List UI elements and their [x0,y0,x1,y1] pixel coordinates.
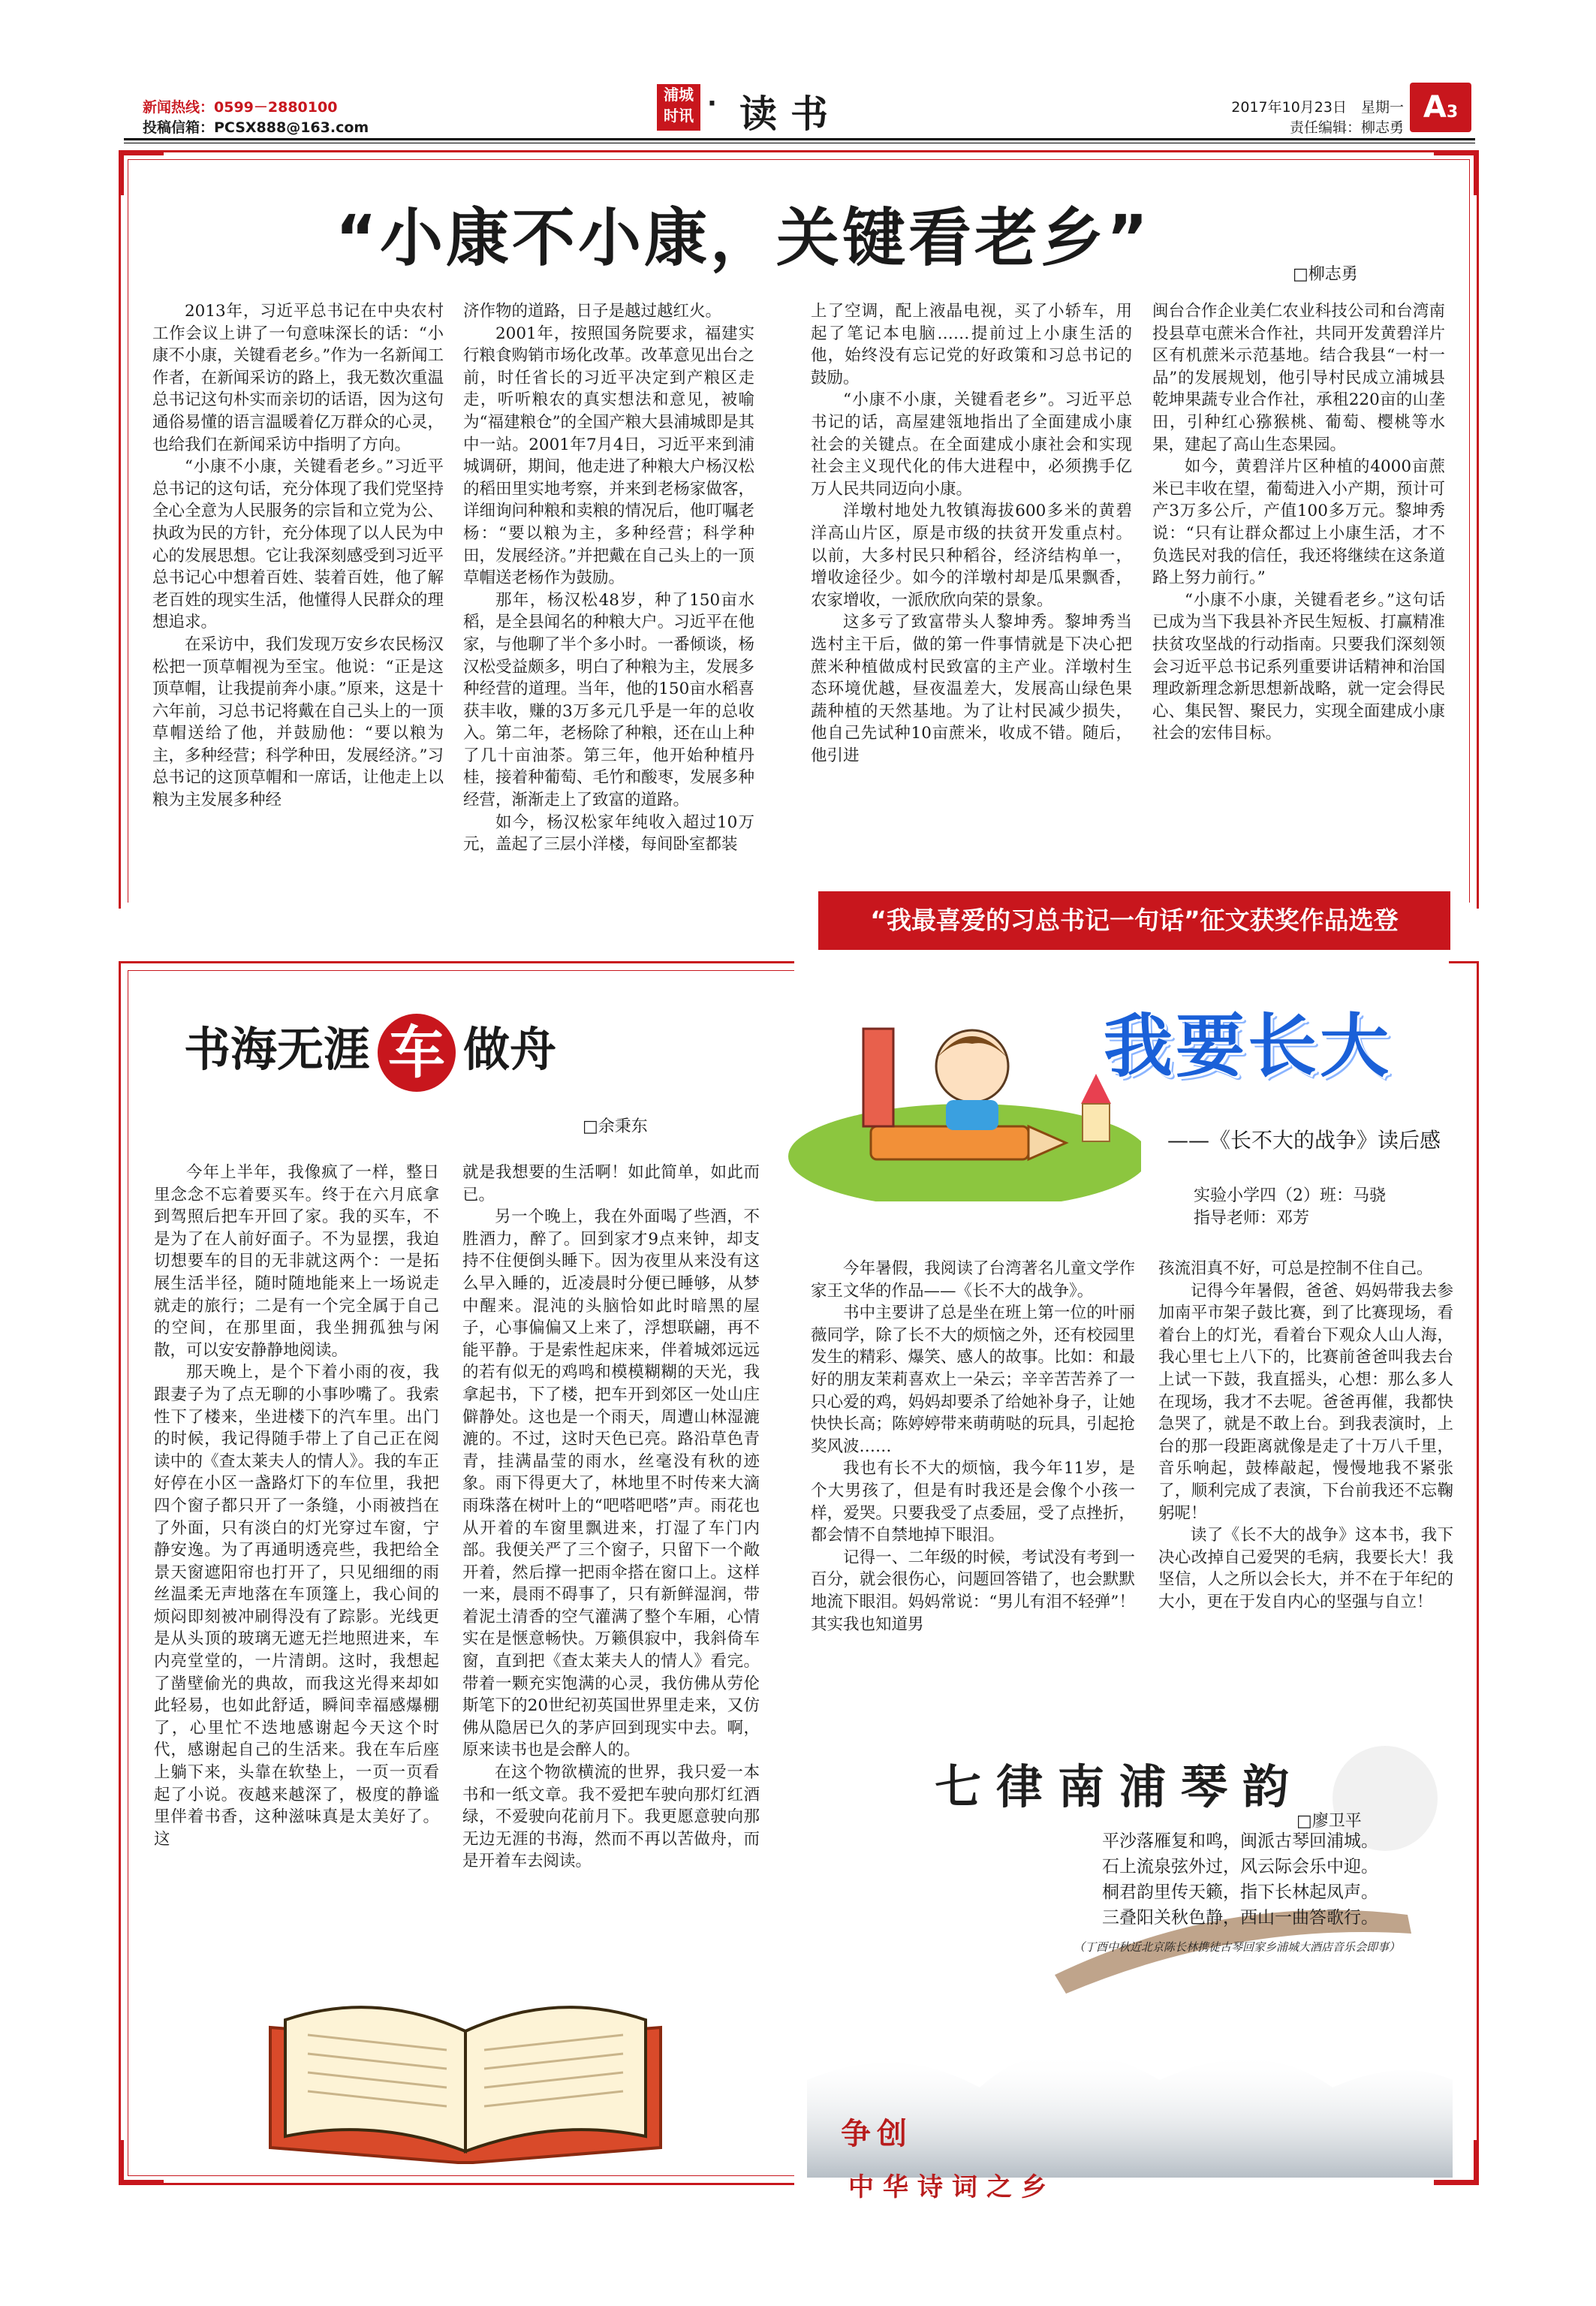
article-2-byline: □余秉东 [583,1117,648,1136]
paragraph: 记得一、二年级的时候，考试没有考到一百分，就会很伤心，问题回答错了，也会默默地流下眼泪。妈妈常说：“男儿有泪不轻弹”！其实我也知道男 [811,1548,1135,1634]
slogan-line-1: 争创 [841,2117,913,2151]
title-part-2: 做舟 [463,1022,557,1077]
paragraph: 闽台合作企业美仁农业科技公司和台湾南投县草屯蔗米合作社，共同开发黄碧洋片区有机蔗米示范基地。结合我县“一村一品”的发展规划，他引导村民成立浦城县乾坤果蔬专业合作社，承租220亩的山垄田，引种红心猕猴桃、葡萄、樱桃等水果，建起了高山生态果园。 [1152,302,1445,454]
header-dot: · [707,89,717,119]
poem-line: 石上流泉弦外过，风云际会乐中迎。 [1102,1857,1378,1876]
supervising-teacher: 指导老师：邓芳 [1194,1209,1310,1228]
poem-line: 桐君韵里传天籁，指下长林起凤声。 [1102,1882,1378,1902]
paragraph: “小康不小康，关键看老乡。”这句话已成为当下我县补齐民生短板、打赢精准扶贫攻坚战的行动指南。只要我们深刻领会习近平总书记系列重要讲话精神和治国理政新理念新思想新战略，就一定会得民心、集民智、聚民力，实现全面建成小康社会的宏伟目标。 [1152,590,1445,743]
paragraph: 今年上半年，我像疯了一样，整日里念念不忘着要买车。终于在六月底拿到驾照后把车开回了家。我的买车，不是为了在人前好面子。不为显摆，我迫切想要车的目的无非就这两个：一是拓展生活半径，随时随地能来上一场说走就走的旅行；二是有一个完全属于自己的空间，在那里面，我坐拥孤独与闲散，可以安安静静地阅读。 [154,1163,439,1360]
article-3-author-block [1194,1185,1386,1230]
article-1-column-1 [152,300,444,812]
article-2-column-2 [462,1162,760,1873]
open-book-illustration [255,1975,676,2170]
page-digit: 3 [1446,103,1459,122]
paragraph: 2013年，习近平总书记在中央农村工作会议上讲了一句意味深长的话：“小康不小康，关键看老乡。”作为一名新闻工作者，在新闻采访的路上，我无数次重温总书记这句朴实而亲切的话语，因为这句通俗易懂的语言温暖着亿万群众的心灵，也给我们在新闻采访中指明了方向。 [152,302,444,454]
poem-note: （丁酉中秋近北京陈长林携徒古琴回家乡浦城大酒店音乐会即事） [1074,1940,1401,1954]
poem-line: 三叠阳关秋色静，西山一曲答歌行。 [1102,1908,1378,1928]
paragraph: 在采访中，我们发现万安乡农民杨汉松把一顶草帽视为至宝。他说：“正是这顶草帽，让我提前奔小康。”原来，这是十六年前，习总书记将戴在自己头上的一顶草帽送给了他，并鼓励他：“要以粮为主，多种经营；科学种田，发展经济。”习总书记的这顶草帽和一席话，让他走上以粮为主发展多种经 [152,635,444,810]
paragraph: 在这个物欲横流的世界，我只爱一本书和一纸文章。我不爱把车驶向那灯红酒绿，不爱驶向花前月下。我更愿意驶向那无边无涯的书海，然而不再以苦做舟，而是开着车去阅读。 [462,1763,760,1871]
responsible-editor: 责任编辑：柳志勇 [1289,119,1404,136]
newspaper-logo [657,84,700,131]
header-rule [124,138,1475,140]
header-contact [143,98,369,138]
poem-body [1102,1828,1378,1931]
article-1-column-3 [811,300,1132,767]
paragraph: 我也有长不大的烦恼，我今年11岁，是个大男孩了，但是有时我还是会像个小孩一样，爱哭。只要我受了点委屈，受了点挫折，都会情不自禁地掉下眼泪。 [811,1459,1135,1545]
pencil-body [871,1126,1028,1159]
poem-title: 七律南浦琴韵 [935,1759,1305,1814]
right-bottom-frame [1449,961,1479,2185]
paragraph: “小康不小康，关键看老乡。”习近平总书记的这句话，充分体现了我们党坚持全心全意为人民服务的宗旨和立党为公、执政为民的方针，充分体现了以人民为中心的发展思想。它让我深刻感受到习近平总书记心中想着百姓、装着百姓，他了解老百姓的现实生活，他懂得人民群众的理想追求。 [152,457,444,632]
paragraph: 就是我想要的生活啊！如此简单，如此而已。 [462,1163,760,1204]
paragraph: 上了空调，配上液晶电视，买了小轿车，用起了笔记本电脑……提前过上小康生活的他，始终没有忘记党的好政策和习总书记的鼓励。 [811,302,1132,387]
paragraph: 那年，杨汉松48岁，种了150亩水稻，是全县闻名的种粮大户。习近平在他家，与他聊了半个多小时。一番倾谈，杨汉松受益颇多，明白了种粮为主，发展多种经营的道理。当年，他的150亩水稻喜获丰收，赚的3万多元几乎是一年的总收入。第二年，老杨除了种粮，还在山上种了几十亩油茶。第三年，他开始种植丹桂，接着种葡萄、毛竹和酸枣，发展多种经营，渐渐走上了致富的道路。 [463,590,754,810]
paragraph: “小康不小康，关键看老乡”。习近平总书记的话，高屋建瓴地指出了全面建成小康社会的关键点。在全面建成小康社会和实现社会主义现代化的伟大进程中，必须携手亿万人民共同迈向小康。 [811,390,1132,499]
paragraph: 那天晚上，是个下着小雨的夜，我跟妻子为了点无聊的小事吵嘴了。我索性下了楼来，坐进楼下的汽车里。出门的时候，我记得随手带上了自己正在阅读中的《查太莱夫人的情人》。我的车正好停在小区一盏路灯下的车位里，我把四个窗子都只开了一条缝，小雨被挡在了外面，只有淡白的灯光穿过车窗，宁静安逸。为了再通明透亮些，我把给全景天窗遮阳帘也打开了，只见细细的雨丝温柔无声地落在车顶篷上，我心间的烦闷即刻被冲刷得没有了踪影。光线更是从头顶的玻璃无遮无拦地照进来，车内亮堂堂的，一片清朗。这时，我想起了凿壁偷光的典故，而我这光得来却如此轻易，也如此舒适，瞬间幸福感爆棚了，心里忙不迭地感谢起今天这个时代，感谢起自己的生活来。我在车后座上躺下来，头靠在软垫上，一页一页看起了小说。夜越来越深了，极度的静谧里伴着书香，这种滋味真是太美好了。这 [154,1363,439,1849]
paragraph: 济作物的道路，日子是越过越红火。 [463,302,722,321]
news-hotline: 新闻热线：0599－2880100 [143,99,338,116]
frame-corner-top-right [1434,150,1479,195]
paragraph: 读了《长不大的战争》这本书，我下决心改掉自己爱哭的毛病，我要长大！我坚信，人之所以会长大，并不在于年纪的大小，更在于发自内心的坚强与自立！ [1158,1526,1453,1611]
tower [863,1029,893,1126]
paragraph: 这多亏了致富带头人黎坤秀。黎坤秀当选村主干后，做的第一件事情就是下决心把蔗米种植做成村民致富的主产业。洋墩村生态环境优越，昼夜温差大，发展高山绿色果蔬种植的天然基地。为了让村民减少损失，他自己先试种10亩蔗米，收成不错。随后，他引进 [811,613,1132,765]
header-meta [1201,98,1404,138]
article-1-byline: □柳志勇 [1293,265,1358,284]
slogan-line-2: 中华诗词之乡 [848,2172,1055,2202]
article-3-subtitle: ——《长不大的战争》读后感 [1167,1128,1441,1153]
submission-email: 投稿信箱：PCSX888@163.com [143,119,369,136]
article-1-column-4 [1152,300,1445,745]
paragraph: 今年暑假，我阅读了台湾著名儿童文学作家王文华的作品——《长不大的战争》。 [811,1259,1135,1301]
paragraph: 书中主要讲了总是坐在班上第一位的叶丽薇同学，除了长不大的烦恼之外，还有校园里发生的精彩、爆笑、感人的故事。比如：和最好的朋友茉莉喜欢上一朵云；辛辛苦苦养了一只心爱的鸡，妈妈却要杀了给她补身子，让她快快长高；陈婷婷带来萌萌哒的玩具，引起抢奖风波…… [811,1304,1135,1456]
paragraph: 记得今年暑假，爸爸、妈妈带我去参加南平市架子鼓比赛，到了比赛现场，看着台上的灯光，看着台下观众人山人海，我心里七上八下的，比赛前爸爸叫我去台上试一下鼓，我直摇头，心想：那么多人在现场，我才不去呢。爸爸再催，我都快急哭了，就是不敢上台。到我表演时，上台的那一段距离就像是走了十万八千里，音乐响起，鼓棒敲起，慢慢地我不紧张了，顺利完成了表演，下台前我还不忘鞠躬呢！ [1158,1281,1453,1523]
article-2-title [184,1012,556,1092]
castle-base [1083,1104,1110,1141]
logo-line-1: 浦城 [664,86,694,104]
page-letter: A [1423,90,1447,125]
child-on-pencil-illustration [781,976,1141,1201]
poem-byline: □廖卫平 [1296,1812,1362,1831]
article-1-column-2 [463,300,754,856]
child-shirt [946,1100,998,1130]
paragraph: 洋墩村地处九牧镇海拔600多米的黄碧洋高山片区，原是市级的扶贫开发重点村。以前，大多村民只种稻谷，经济结构单一，增收途径少。如今的洋墩村却是瓜果飘香，农家增收，一派欣欣向荣的景象。 [811,502,1132,610]
logo-line-2: 时讯 [664,107,694,125]
paragraph: 2001年，按照国务院要求，福建实行粮食购销市场化改革。改革意见出台之前，时任省长的习近平决定到产粮区走走，听听粮农的真实想法和意见，被喻为“福建粮仓”的全国产粮大县浦城即是其中一站。2001年7月4日，习近平来到浦城调研，期间，他走进了种粮大户杨汉松的稻田里实地考察，并来到老杨家做客，详细询问种粮和卖粮的情况后，他叮嘱老杨：“要以粮为主，多种经营；科学种田，发展经济。”并把戴在自己头上的一顶草帽送老杨作为鼓励。 [463,324,754,588]
frame-corner-bottom-left [119,2140,164,2185]
issue-date: 2017年10月23日 星期一 [1231,99,1404,116]
paragraph: 如今，杨汉松家年纯收入超过10万元，盖起了三层小洋楼，每间卧室都装 [463,812,754,855]
paragraph: 孩流泪真不好，可总是控制不住自己。 [1158,1259,1433,1278]
article-3-column-1 [811,1258,1135,1635]
section-title: 读书 [739,92,842,136]
article-2-column-1 [154,1162,439,1850]
paragraph: 另一个晚上，我在外面喝了些酒，不胜酒力，醉了。回到家才9点来钟，却支持不住便倒头睡下。因为夜里从来没有这么早入睡的，近凌晨时分便已睡够，从梦中醒来。混沌的头脑恰如此时暗黑的屋子，心事偏偏又上来了，浮想联翩，再不能平静。于是索性起床来，伴着城郊远远的若有似无的鸡鸣和模模糊糊的天光，我拿起书，下了楼，把车开到郊区一处山庄僻静处。这也是一个雨天，周遭山林湿漉漉的。不过，这时天色已亮。路沿草色青青，挂满晶莹的雨水，丝毫没有秋的迹象。雨下得更大了，林地里不时传来大滴雨珠落在树叶上的“吧嗒吧嗒”声。雨花也从开着的车窗里飘进来，打湿了车门内部。我便关严了三个窗子，只留下一个敞开着，然后撑一把雨伞搭在窗口上。这样一来，晨雨不碍事了，只有新鲜湿润，带着泥土清香的空气灌满了整个车厢，心情实在是惬意畅快。万籁俱寂中，我斜倚车窗，直到把《查太莱夫人的情人》看完。带着一颗充实饱满的心灵，我仿佛从劳伦斯笔下的20世纪初英国世界里走来，又仿佛从隐居已久的茅庐回到现实中去。啊，原来读书也是会醉人的。 [462,1207,760,1760]
page-number-badge [1410,83,1471,132]
article-3-title: 我要长大 [1104,1006,1393,1087]
student-author: 实验小学四（2）班：马骁 [1194,1186,1386,1205]
paragraph: 如今，黄碧洋片区种植的4000亩蔗米已丰收在望，葡萄进入小产期，预计可产3万多公斤，产值100多万元。黎坤秀说：“只有让群众都过上小康生活，才不负选民对我的信任，我还将继续在这条道路上努力前行。” [1152,457,1445,588]
article-1-title: “小康不小康，关键看老乡” [335,201,1152,275]
article-3-column-2 [1158,1258,1453,1614]
car-emblem: 车 [378,1014,456,1092]
poem-line: 平沙落雁复和鸣，闽派古琴回浦城。 [1102,1831,1378,1851]
contest-banner: “我最喜爱的习总书记一句话”征文获奖作品选登 [818,891,1450,950]
title-part-1: 书海无涯 [184,1022,371,1077]
